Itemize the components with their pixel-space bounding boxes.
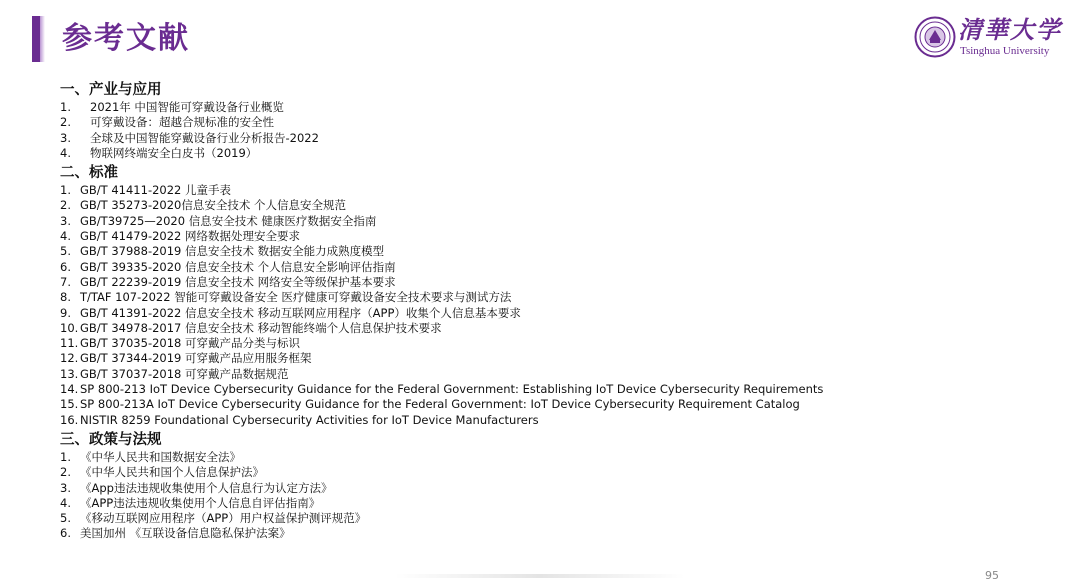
item-number: 3.: [60, 213, 71, 228]
item-number: 1.: [60, 449, 71, 464]
item-number: 13.: [60, 366, 79, 381]
item-text: 物联网终端安全白皮书（2019）: [90, 145, 258, 160]
item-text: 全球及中国智能穿戴设备行业分析报告-2022: [90, 130, 319, 145]
list-item: [60, 290, 1060, 305]
list-item: [60, 321, 1060, 336]
list-item: [60, 214, 1060, 229]
item-number: 7.: [60, 274, 71, 289]
item-text: 《中华人民共和国个人信息保护法》: [80, 465, 264, 480]
list-item: [60, 183, 1060, 198]
list-item: [60, 450, 1060, 465]
page-title: 参考文献: [62, 21, 190, 56]
item-number: 2.: [60, 115, 71, 130]
section-heading-industry: 一、产业与应用: [60, 82, 162, 98]
list-item: [60, 115, 1060, 130]
list-item: [60, 511, 1060, 526]
item-number: 2.: [60, 198, 71, 213]
item-text: 《中华人民共和国数据安全法》: [80, 449, 241, 464]
item-number: 4.: [60, 229, 71, 244]
item-text: 美国加州 《互联设备信息隐私保护法案》: [80, 526, 291, 541]
item-text: GB/T 37344-2019 可穿戴产品应用服务框架: [80, 351, 312, 366]
list-item: [60, 382, 1060, 397]
item-number: 10.: [60, 320, 79, 335]
section-heading-standards: 二、标准: [60, 165, 118, 182]
list-item: [60, 229, 1060, 244]
industry-reference-list: [60, 100, 1060, 161]
list-item: [60, 244, 1060, 259]
title-accent-fade: [40, 16, 45, 62]
item-number: 3.: [60, 130, 71, 145]
item-number: 9.: [60, 305, 71, 320]
item-text: GB/T 37035-2018 可穿戴产品分类与标识: [80, 336, 301, 351]
item-number: 1.: [60, 183, 71, 198]
list-item: [60, 367, 1060, 382]
item-text: GB/T 34978-2017 信息安全技术 移动智能终端个人信息保护技术要求: [80, 320, 442, 335]
item-text: 2021年 中国智能可穿戴设备行业概览: [90, 100, 284, 114]
item-text: SP 800-213 IoT Device Cybersecurity Guidance for the Federal Government: Establishing IoT Device Cybersecurity Requirements: [80, 382, 824, 397]
list-item: [60, 146, 1060, 161]
list-item: [60, 260, 1060, 275]
item-text: GB/T 37988-2019 信息安全技术 数据安全能力成熟度模型: [80, 244, 385, 259]
item-number: 5.: [60, 244, 71, 259]
bottom-shadow-decoration: [395, 574, 685, 578]
item-number: 2.: [60, 465, 71, 480]
item-text: 《App违法违规收集使用个人信息行为认定方法》: [80, 480, 333, 495]
item-number: 14.: [60, 382, 79, 397]
item-number: 4.: [60, 145, 71, 160]
item-number: 1.: [60, 100, 71, 114]
standards-reference-list: [60, 183, 1060, 428]
tsinghua-seal-icon: [914, 16, 956, 58]
list-item: [60, 306, 1060, 321]
title-accent-bar: [32, 16, 40, 62]
list-item: [60, 198, 1060, 213]
item-number: 12.: [60, 351, 79, 366]
section-heading-policy: 三、政策与法规: [60, 431, 162, 448]
references-content: [60, 80, 1060, 544]
list-item: [60, 465, 1060, 480]
item-text: NISTIR 8259 Foundational Cybersecurity Activities for IoT Device Manufacturers: [80, 412, 539, 427]
list-item: [60, 275, 1060, 290]
policy-reference-list: [60, 450, 1060, 542]
item-text: SP 800-213A IoT Device Cybersecurity Guidance for the Federal Government: IoT Device Cybersecurity Requirement Catalog: [80, 397, 800, 412]
list-item: [60, 413, 1060, 428]
page-number: 95: [985, 569, 999, 582]
tsinghua-logo: [914, 16, 1064, 62]
item-text: 《APP违法违规收集使用个人信息自评估指南》: [80, 495, 321, 510]
logo-english-name: Tsinghua University: [960, 45, 1050, 57]
list-item: [60, 526, 1060, 541]
item-number: 8.: [60, 290, 71, 305]
list-item: [60, 100, 1060, 115]
item-text: GB/T 39335-2020 信息安全技术 个人信息安全影响评估指南: [80, 259, 396, 274]
item-text: GB/T 22239-2019 信息安全技术 网络安全等级保护基本要求: [80, 274, 396, 289]
item-text: GB/T 41411-2022 儿童手表: [80, 183, 232, 198]
item-text: GB/T 41391-2022 信息安全技术 移动互联网应用程序（APP）收集个人信息基本要求: [80, 305, 521, 320]
list-item: [60, 496, 1060, 511]
item-number: 6.: [60, 526, 71, 541]
item-text: GB/T39725—2020 信息安全技术 健康医疗数据安全指南: [80, 213, 377, 228]
item-text: 《移动互联网应用程序（APP）用户权益保护测评规范》: [80, 511, 367, 526]
item-number: 6.: [60, 259, 71, 274]
item-number: 16.: [60, 412, 79, 427]
list-item: [60, 397, 1060, 412]
item-number: 11.: [60, 336, 79, 351]
logo-chinese-name: 清華大学: [958, 15, 1062, 44]
item-text: T/TAF 107-2022 智能可穿戴设备安全 医疗健康可穿戴设备安全技术要求与测试方法: [80, 290, 512, 305]
item-text: GB/T 41479-2022 网络数据处理安全要求: [80, 229, 301, 244]
item-number: 3.: [60, 480, 71, 495]
item-number: 15.: [60, 397, 79, 412]
item-number: 5.: [60, 511, 71, 526]
list-item: [60, 351, 1060, 366]
item-text: 可穿戴设备：超越合规标准的安全性: [90, 115, 274, 130]
item-text: GB/T 37037-2018 可穿戴产品数据规范: [80, 366, 289, 381]
item-number: 4.: [60, 495, 71, 510]
item-text: GB/T 35273-2020信息安全技术 个人信息安全规范: [80, 198, 347, 213]
list-item: [60, 131, 1060, 146]
list-item: [60, 481, 1060, 496]
list-item: [60, 336, 1060, 351]
